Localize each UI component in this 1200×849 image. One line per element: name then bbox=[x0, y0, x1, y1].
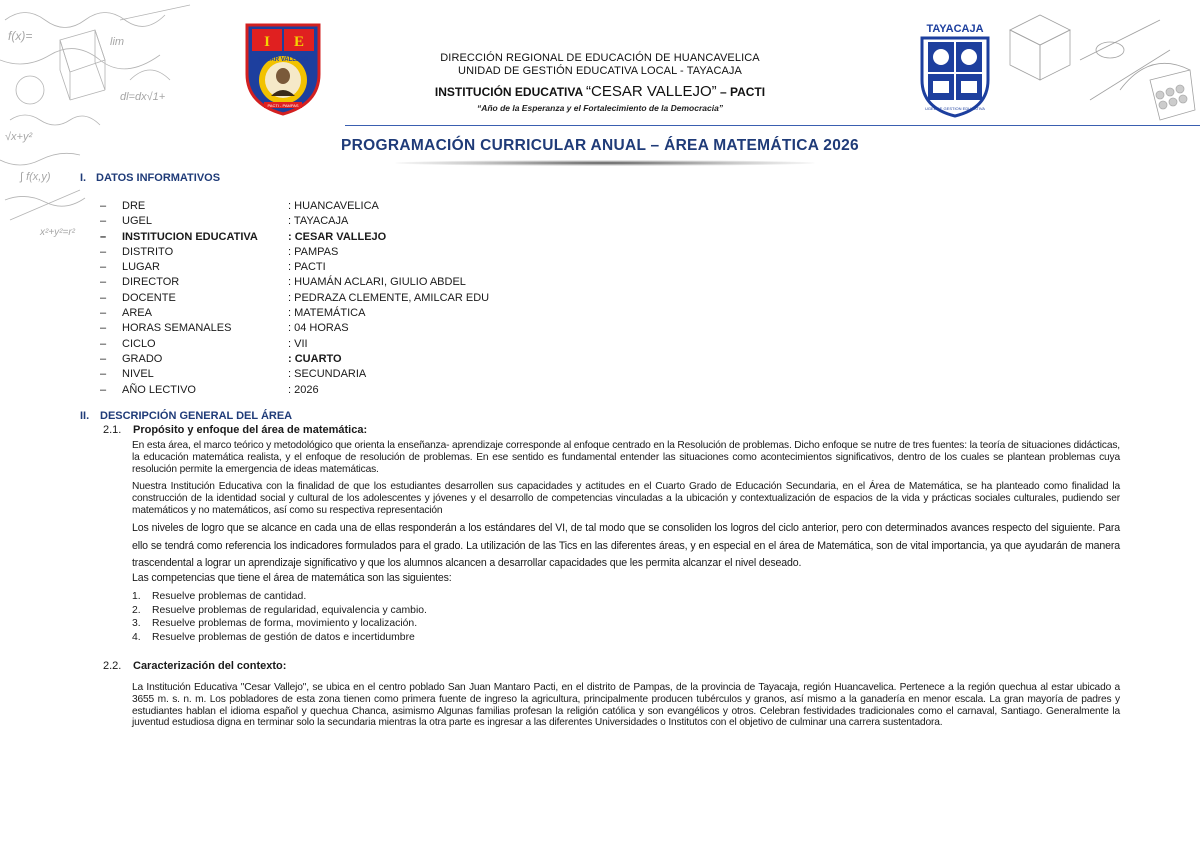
datos-informativos-list bbox=[100, 199, 489, 398]
svg-text:UGEL DE GESTION EDUCATIVA: UGEL DE GESTION EDUCATIVA bbox=[925, 106, 985, 111]
data-row-ugel: – UGEL : TAYACAJA bbox=[100, 214, 489, 229]
svg-text:x²+y²=r²: x²+y²=r² bbox=[40, 227, 75, 238]
ugel-tayacaja-seal bbox=[916, 18, 994, 118]
ugel-line: UNIDAD DE GESTIÓN EDUCATIVA LOCAL - TAYACAJA bbox=[458, 65, 742, 77]
data-row-grado: – GRADO : CUARTO bbox=[100, 352, 489, 367]
paragraph-competencias-intro: Las competencias que tiene el área de matemática son las siguientes: bbox=[132, 572, 452, 584]
svg-text:√x+y²: √x+y² bbox=[5, 131, 33, 143]
svg-text:I: I bbox=[264, 34, 270, 50]
document-title: PROGRAMACIÓN CURRICULAR ANUAL – ÁREA MATEMÁTICA 2026 bbox=[341, 137, 859, 154]
svg-text:TAYACAJA: TAYACAJA bbox=[926, 23, 984, 35]
svg-text:lim: lim bbox=[110, 36, 125, 48]
data-row-distrito: – DISTRITO : PAMPAS bbox=[100, 245, 489, 260]
competencia-item: 3. Resuelve problemas de forma, movimiento y localización. bbox=[132, 618, 418, 630]
paragraph-enfoque: En esta área, el marco teórico y metodológico que orienta la enseñanza- aprendizaje corresponde al enfoque centrado en la Resolución de problemas. Dicho enfoque se nutre de tres fuentes: la teoría de situaciones didácticas, la educación matemática realista, y el enfoque de resolución de problemas. En ese sentido es fundamental entender las situaciones como acontecimientos significativos, dentro de los cuales se plantean problemas cuya resolución permite la emergencia de ideas matemáticas. bbox=[132, 440, 1120, 475]
letterhead bbox=[380, 52, 820, 113]
svg-text:CESAR VALLEJO: CESAR VALLEJO bbox=[258, 57, 308, 63]
data-row-institucion: – INSTITUCION EDUCATIVA : CESAR VALLEJO bbox=[100, 230, 489, 245]
competencia-item: 2. Resuelve problemas de regularidad, equivalencia y cambio. bbox=[132, 604, 427, 616]
svg-text:E: E bbox=[293, 34, 305, 50]
data-row-anio: – AÑO LECTIVO : 2026 bbox=[100, 383, 489, 398]
paragraph-contexto: La Institución Educativa "Cesar Vallejo", se ubica en el centro poblado San Juan Mantaro Pacti, en el distrito de Pampas, de la provincia de Tayacaja, región Huancavelica. Pertenece a la región quechua al estar ubicado a 3655 m. s. n. m. Los pobladores de esta zona tienen como primera fuente de ingreso la agricultura, principalmente producen tubérculos y granos, así mismo a la ganadería en menor escala. La gran mayoría de padres y estudiantes hablan el idioma español y quechua Chanca, asimismo Algunas familias profesan la religión católica y son evangélicos y otros. Celebran festividades tradicionales como el carnaval, Santiago. Generalmente la juventud estudiosa digna en terminar solo la secundaria mientras la otra parte es ingresar a las diferentes Universidades o Institutos con el objetivo de culminar una carrera sustentadora. bbox=[132, 682, 1120, 729]
data-row-docente: – DOCENTE : PEDRAZA CLEMENTE, AMILCAR EDU bbox=[100, 291, 489, 306]
competencias-list bbox=[132, 590, 427, 644]
title-underline-shadow bbox=[395, 160, 815, 166]
paragraph-niveles-logro: Los niveles de logro que se alcance en cada una de ellas responderán a los estándares del VI, de tal modo que se consoliden los logros del ciclo anterior, pero con determinados avances respecto del siguiente. Para ello se tendrá como referencia los indicadores formulados para el grado. La utilización de las Tics en las diferentes áreas, y en especial en el área de Matemática, son de vital importancia, ya que ayudarán de manera trascendental a lograr un aprendizaje significativo y que los alumnos alcancen a desarrollar capacidades que les permita alcanzar el nivel deseado. bbox=[132, 522, 1120, 569]
data-row-area: – AREA : MATEMÁTICA bbox=[100, 306, 489, 321]
header-rule bbox=[345, 125, 1200, 126]
svg-text:∫ f(x,y): ∫ f(x,y) bbox=[20, 171, 51, 183]
competencia-item: 1. Resuelve problemas de cantidad. bbox=[132, 591, 307, 602]
regional-direction-line: DIRECCIÓN REGIONAL DE EDUCACIÓN DE HUANCAVELICA bbox=[440, 52, 760, 64]
data-row-horas: – HORAS SEMANALES : 04 HORAS bbox=[100, 321, 489, 336]
data-row-lugar: – LUGAR : PACTI bbox=[100, 260, 489, 275]
year-motto: “Año de la Esperanza y el Fortalecimiento de la Democracia” bbox=[476, 103, 724, 113]
data-row-director: – DIRECTOR : HUAMÁN ACLARI, GIULIO ABDEL bbox=[100, 275, 489, 290]
svg-text:f(x)=: f(x)= bbox=[8, 29, 33, 43]
section-1-heading: I. DATOS INFORMATIVOS bbox=[80, 172, 221, 184]
section-2-heading: II. DESCRIPCIÓN GENERAL DEL ÁREA bbox=[80, 410, 293, 422]
svg-text:PACTI - PAMPAS: PACTI - PAMPAS bbox=[267, 103, 299, 108]
geometry-doodle-right bbox=[1000, 0, 1200, 130]
institution-line: INSTITUCIÓN EDUCATIVA “CESAR VALLEJO” – PACTI bbox=[434, 83, 766, 100]
school-shield-logo bbox=[244, 22, 322, 116]
subsection-2-2-heading: 2.2. Caracterización del contexto: bbox=[103, 660, 287, 672]
data-row-nivel: – NIVEL : SECUNDARIA bbox=[100, 367, 489, 382]
paragraph-finalidad: Nuestra Institución Educativa con la finalidad de que los estudiantes desarrollen sus capacidades y actitudes en el Cuarto Grado de Educación Secundaria, en el Área de Matemática, se ha planteado como finalidad la construcción de la identidad social y cultural de los adolescentes y jóvenes y el desarrollo de competencias vinculadas a la ubicación y contextualización de espacios de la vida y prácticas sociales culturales, pudiendo ser matemáticos y no matemáticos, así como su respectiva representación bbox=[132, 481, 1120, 516]
subsection-2-1-heading: 2.1. Propósito y enfoque del área de matemática: bbox=[103, 424, 368, 436]
competencia-item: 4. Resuelve problemas de gestión de datos e incertidumbre bbox=[132, 631, 415, 643]
data-row-dre: – DRE : HUANCAVELICA bbox=[100, 199, 489, 214]
svg-text:dl=dx√1+: dl=dx√1+ bbox=[120, 91, 166, 103]
data-row-ciclo: – CICLO : VII bbox=[100, 337, 489, 352]
